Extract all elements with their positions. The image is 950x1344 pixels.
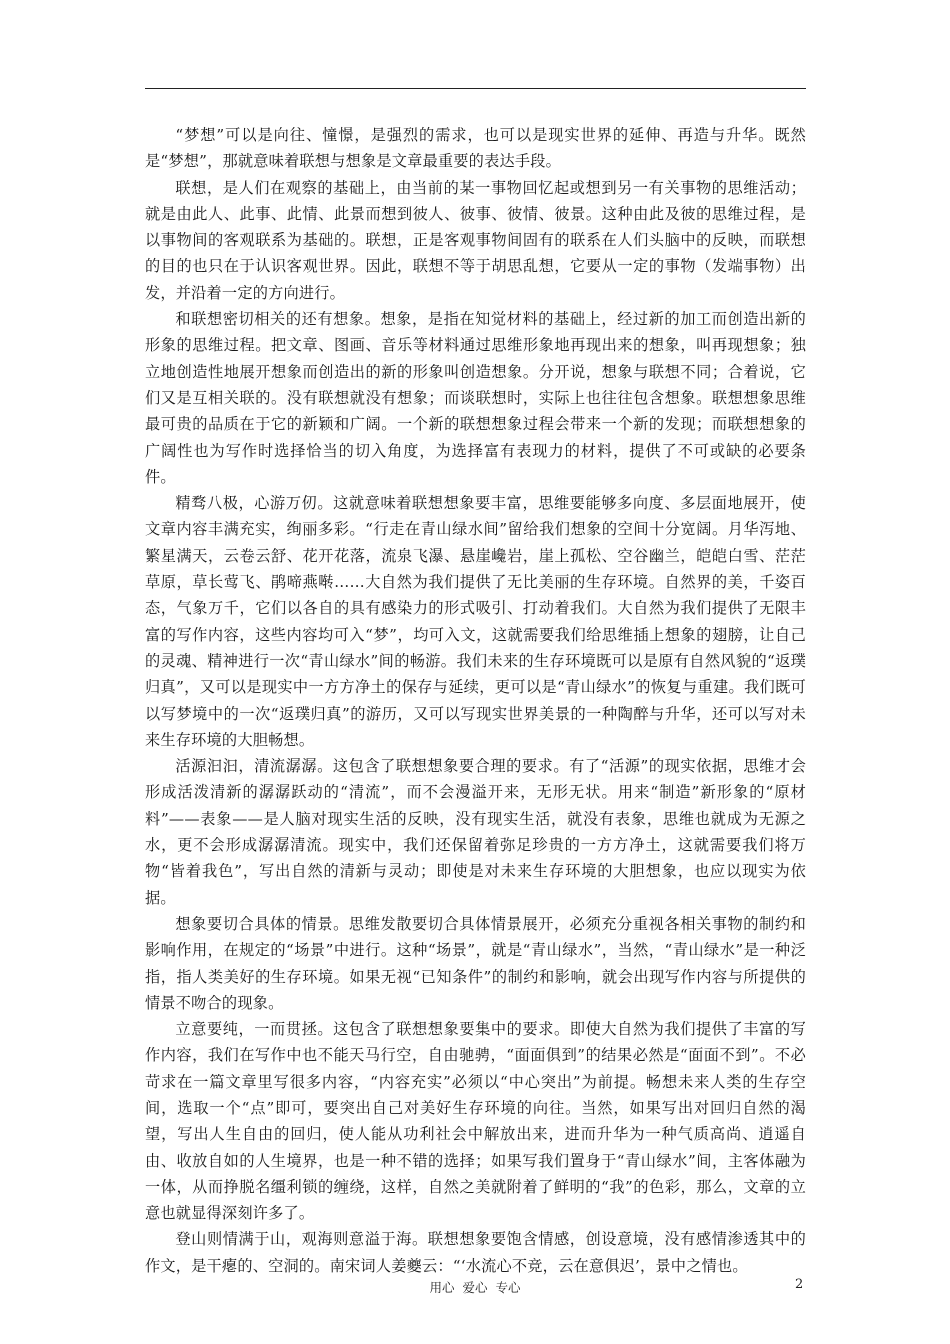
- paragraph-1: “梦想”可以是向往、憧憬，是强烈的需求，也可以是现实世界的延伸、再造与升华。既然是“梦想”，那就意味着联想与想象是文章最重要的表达手段。: [145, 126, 806, 171]
- header-rule: [145, 88, 806, 89]
- paragraph-5: 活源汩汩，清流潺潺。这包含了联想想象要合理的要求。有了“活源”的现实依据，思维才会形成活泼清新的潺潺跃动的“清流”，而不会漫溢开来，无形无状。用来“制造”新形象的“原材料”——表象——是人脑对现实生活的反映，没有现实生活，就没有表象，思维也就成为无源之水，更不会形成潺潺清流。现实中，我们还保留着弥足珍贵的一方方净土，这就需要我们将万物“皆着我色”，写出自然的清新与灵动；即使是对未来生存环境的大胆想象，也应以现实为依据。: [145, 757, 806, 907]
- paragraph-4: 精骛八极，心游万仞。这就意味着联想想象要丰富，思维要能够多向度、多层面地展开，使文章内容丰满充实，绚丽多彩。“行走在青山绿水间”留给我们想象的空间十分宽阔。月华泻地、繁星满天，云卷云舒、花开花落，流泉飞瀑、悬崖巉岩，崖上孤松、空谷幽兰，皑皑白雪、茫茫草原，草长莺飞、鹃啼燕啭……大自然为我们提供了无比美丽的生存环境。自然界的美，千姿百态，气象万千，它们以各自的具有感染力的形式吸引、打动着我们。大自然为我们提供了无限丰富的写作内容，这些内容均可入“梦”，均可入文，这就需要我们给思维插上想象的翅膀，让自己的灵魂、精神进行一次“青山绿水”间的畅游。我们未来的生存环境既可以是原有自然风貌的“返璞归真”，又可以是现实中一方方净土的保存与延续，更可以是“青山绿水”的恢复与重建。我们既可以写梦境中的一次“返璞归真”的游历，又可以写现实世界美景的一种陶醉与升华，还可以写对未来生存环境的大胆畅想。: [145, 494, 806, 749]
- paragraph-6: 想象要切合具体的情景。思维发散要切合具体情景展开，必须充分重视各相关事物的制约和影响作用，在规定的“场景”中进行。这种“场景”，就是“青山绿水”，当然，“青山绿水”是一种泛指，指人类美好的生存环境。如果无视“已知条件”的制约和影响，就会出现写作内容与所提供的情景不吻合的现象。: [145, 914, 806, 1012]
- paragraph-3: 和联想密切相关的还有想象。想象，是指在知觉材料的基础上，经过新的加工而创造出新的形象的思维过程。把文章、图画、音乐等材料通过思维形象地再现出来的想象，叫再现想象；独立地创造性地展开想象而创造出的新的形象叫创造想象。分开说，想象与联想不同；合着说，它们又是互相关联的。没有联想就没有想象；而谈联想时，实际上也往往包含想象。联想想象思维最可贵的品质在于它的新颖和广阔。一个新的联想想象过程会带来一个新的发现；而联想想象的广阔性也为写作时选择恰当的切入角度，为选择富有表现力的材料，提供了不可或缺的必要条件。: [145, 310, 806, 486]
- paragraph-8: 登山则情满于山，观海则意溢于海。联想想象要饱含情感，创设意境，没有感情渗透其中的作文，是干瘪的、空洞的。南宋词人姜夔云：“‘水流心不竞，云在意俱迟’，景中之情也。: [145, 1230, 806, 1275]
- page-number: 2: [795, 1277, 804, 1292]
- document-body: [145, 122, 806, 1279]
- paragraph-2: 联想，是人们在观察的基础上，由当前的某一事物回忆起或想到另一有关事物的思维活动；就是由此人、此事、此情、此景而想到彼人、彼事、彼情、彼景。这种由此及彼的思维过程，是以事物间的客观联系为基础的。联想，正是客观事物间固有的联系在人们头脑中的反映，而联想的目的也只在于认识客观世界。因此，联想不等于胡思乱想，它要从一定的事物（发端事物）出发，并沿着一定的方向进行。: [145, 178, 806, 302]
- footer-motto: 用心 爱心 专心: [429, 1280, 521, 1295]
- paragraph-7: 立意要纯，一而贯拯。这包含了联想想象要集中的要求。即使大自然为我们提供了丰富的写作内容，我们在写作中也不能天马行空，自由驰骋，“面面俱到”的结果必然是“面面不到”。不必苛求在一篇文章里写很多内容，“内容充实”必须以“中心突出”为前提。畅想未来人类的生存空间，选取一个“点”即可，要突出自己对美好生存环境的向往。当然，如果写出对回归自然的渴望，写出人生自由的回归，使人能从功利社会中解放出来，进而升华为一种气质高尚、逍遥自由、收放自如的人生境界，也是一种不错的选择；如果写我们置身于“青山绿水”间，主客体融为一体，从而挣脱名缰利锁的缠绕，这样，自然之美就附着了鲜明的“我”的色彩，那么，文章的立意也就显得深刻许多了。: [145, 1020, 806, 1223]
